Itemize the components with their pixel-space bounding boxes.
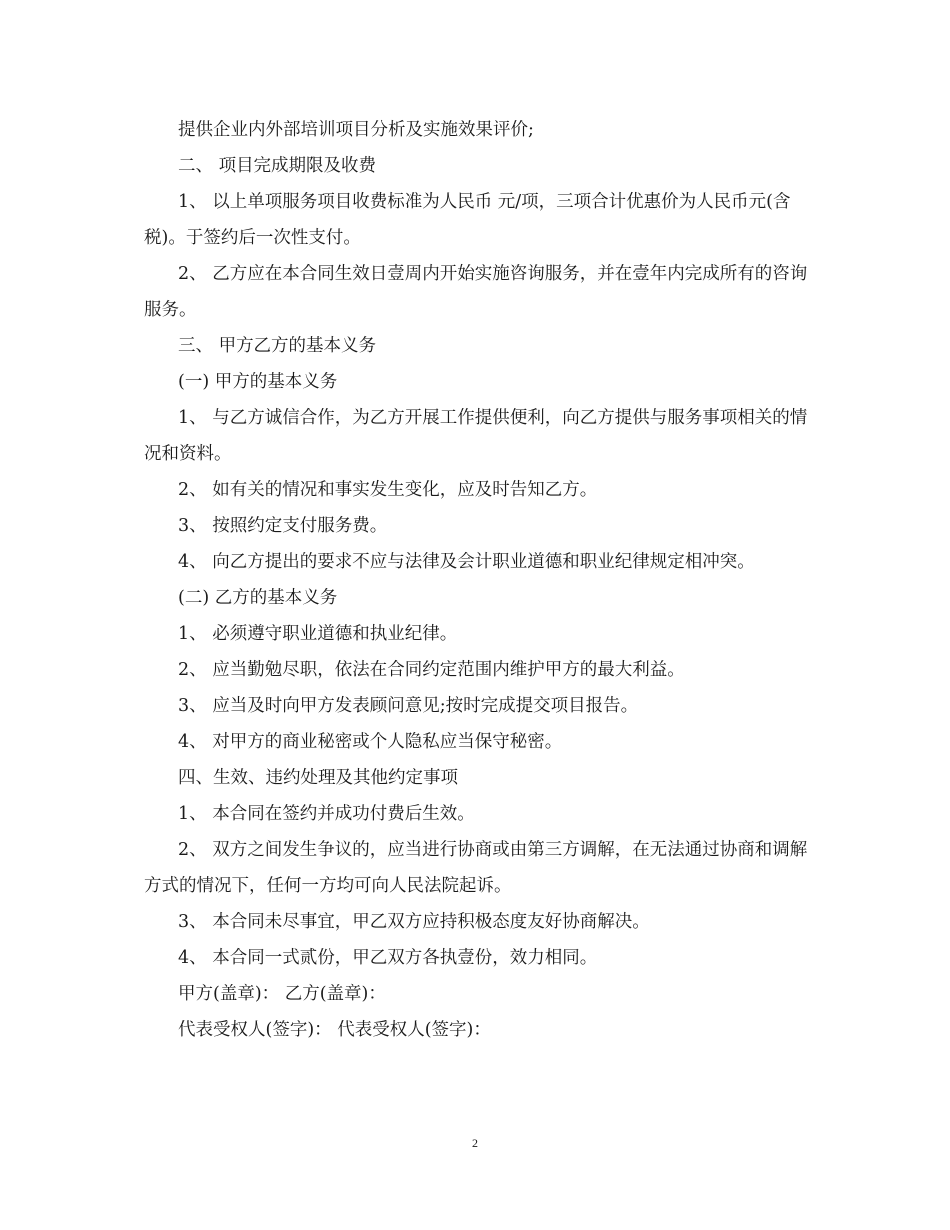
party-a-obligation-2: 2、 如有关的情况和事实发生变化，应及时告知乙方。 xyxy=(178,480,598,500)
clause-dispute: 2、 双方之间发生争议的，应当进行协商或由第三方调解，在无法通过协商和调解方式的情况下，任何一方均可向人民法院起诉。 xyxy=(144,840,808,896)
clause-copies: 4、 本合同一式贰份，甲乙双方各执壹份，效力相同。 xyxy=(178,948,598,968)
party-a-obligation-3: 3、 按照约定支付服务费。 xyxy=(178,516,388,536)
party-a-obligation-1: 1、 与乙方诚信合作，为乙方开展工作提供便利，向乙方提供与服务事项相关的情况和资料。 xyxy=(144,408,808,464)
section-heading-term-and-fees: 二、 项目完成期限及收费 xyxy=(178,156,377,176)
party-b-obligation-1: 1、 必须遵守职业道德和执业纪律。 xyxy=(178,624,458,644)
paragraph-fee-standard: 1、 以上单项服务项目收费标准为人民币 元/项，三项合计优惠价为人民币元(含税)。于签约后一次性支付。 xyxy=(144,192,791,248)
subheading-party-a-obligations: (一) 甲方的基本义务 xyxy=(178,372,338,392)
party-b-obligation-4: 4、 对甲方的商业秘密或个人隐私应当保守秘密。 xyxy=(178,732,563,752)
clause-unresolved-matters: 3、 本合同未尽事宜，甲乙双方应持积极态度友好协商解决。 xyxy=(178,912,650,932)
party-b-obligation-2: 2、 应当勤勉尽职，依法在合同约定范围内维护甲方的最大利益。 xyxy=(178,660,685,680)
subheading-party-b-obligations: (二) 乙方的基本义务 xyxy=(178,588,338,608)
party-b-obligation-3: 3、 应当及时向甲方发表顾问意见;按时完成提交项目报告。 xyxy=(178,696,639,716)
page-number: 2 xyxy=(472,1136,478,1150)
document-body xyxy=(144,112,814,1048)
party-a-obligation-4: 4、 向乙方提出的要求不应与法律及会计职业道德和职业纪律规定相冲突。 xyxy=(178,552,755,572)
section-heading-basic-obligations: 三、 甲方乙方的基本义务 xyxy=(178,336,377,356)
signature-representative-line: 代表受权人(签字)： 代表受权人(签字)： xyxy=(178,1020,491,1040)
paragraph-training-evaluation: 提供企业内外部培训项目分析及实施效果评价; xyxy=(178,120,534,140)
paragraph-service-schedule: 2、 乙方应在本合同生效日壹周内开始实施咨询服务，并在壹年内完成所有的咨询服务。 xyxy=(144,264,808,320)
clause-effective: 1、 本合同在签约并成功付费后生效。 xyxy=(178,804,475,824)
signature-seal-line: 甲方(盖章)： 乙方(盖章)： xyxy=(178,984,386,1004)
section-heading-effect-and-other: 四、生效、违约处理及其他约定事项 xyxy=(178,768,458,788)
